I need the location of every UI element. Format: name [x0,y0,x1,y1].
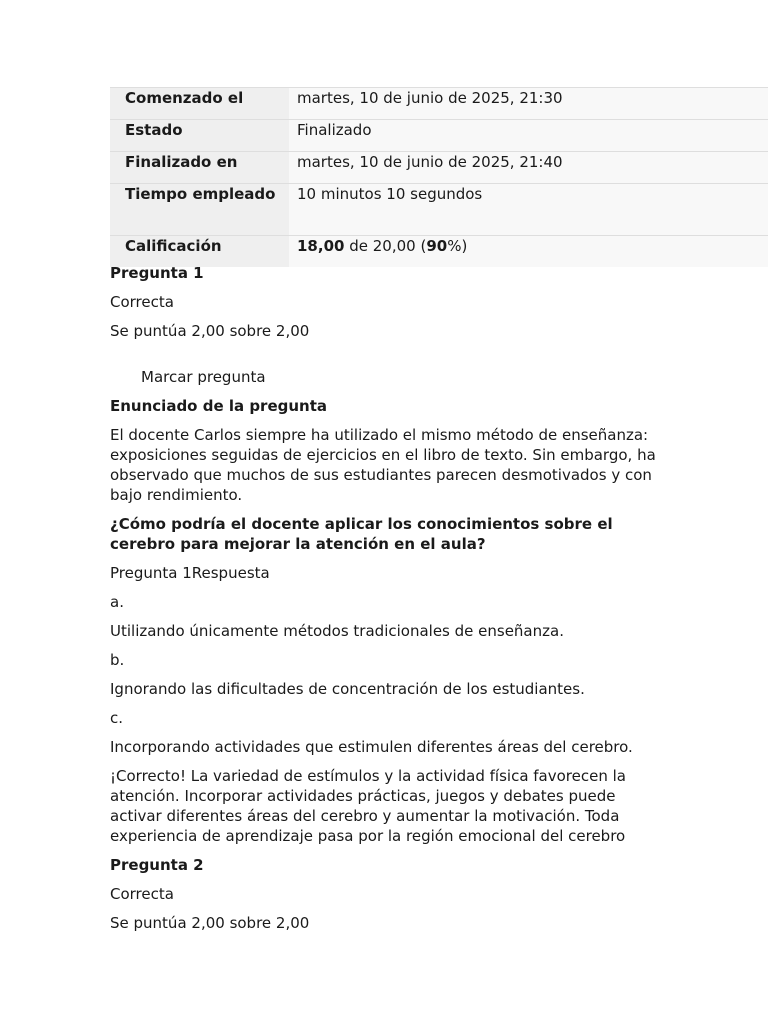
option-b-text: Ignorando las dificultades de concentración de los estudiantes. [110,680,585,698]
question-1-status: Correcta [110,293,174,311]
option-c-text: Incorporando actividades que estimulen diferentes áreas del cerebro. [110,738,633,756]
attempt-summary-table [110,87,768,267]
summary-label: Tiempo empleado [110,184,289,236]
question-1-answer-label: Pregunta 1Respuesta [110,564,270,582]
summary-value: martes, 10 de junio de 2025, 21:40 [289,152,768,184]
summary-row-status [110,120,768,152]
option-a-text: Utilizando únicamente métodos tradicionales de enseñanza. [110,622,564,640]
summary-row-finished [110,152,768,184]
question-1-title: Pregunta 1 [110,264,204,282]
summary-row-started [110,88,768,120]
question-2-status: Correcta [110,885,174,903]
questions-content [110,263,670,942]
summary-label: Finalizado en [110,152,289,184]
grade-value: 18,00 [297,237,345,255]
grade-of-text: de 20,00 ( [344,237,427,255]
summary-label: Calificación [110,236,289,268]
grade-tail: %) [447,237,468,255]
summary-label: Estado [110,120,289,152]
question-1-feedback: ¡Correcto! La variedad de estímulos y la actividad física favorecen la atención. Incorporar actividades prácticas, juegos y debates puede activar diferentes áreas del cerebro y aumentar la motivación. Toda experiencia de aprendizaje pasa por la región emocional del cerebro [110,767,626,845]
question-1-statement: El docente Carlos siempre ha utilizado el mismo método de enseñanza: exposiciones seguidas de ejercicios en el libro de texto. Sin embargo, ha observado que muchos de sus estudiantes parecen desmotivados y con bajo rendimiento. [110,426,656,504]
option-b-letter: b. [110,651,125,669]
question-1-prompt: ¿Cómo podría el docente aplicar los conocimientos sobre el cerebro para mejorar la atención en el aula? [110,515,613,553]
summary-label: Comenzado el [110,88,289,120]
question-2-title: Pregunta 2 [110,856,204,874]
summary-value: martes, 10 de junio de 2025, 21:30 [289,88,768,120]
flag-question-link[interactable]: Marcar pregunta [141,368,266,386]
option-c-letter: c. [110,709,124,727]
summary-row-time-taken [110,184,768,236]
summary-value: Finalizado [289,120,768,152]
grade-percent: 90 [426,237,448,255]
question-2-score: Se puntúa 2,00 sobre 2,00 [110,914,310,932]
question-1-statement-heading: Enunciado de la pregunta [110,397,328,415]
option-a-letter: a. [110,593,124,611]
summary-value: 10 minutos 10 segundos [289,184,768,236]
question-1-score: Se puntúa 2,00 sobre 2,00 [110,322,310,340]
